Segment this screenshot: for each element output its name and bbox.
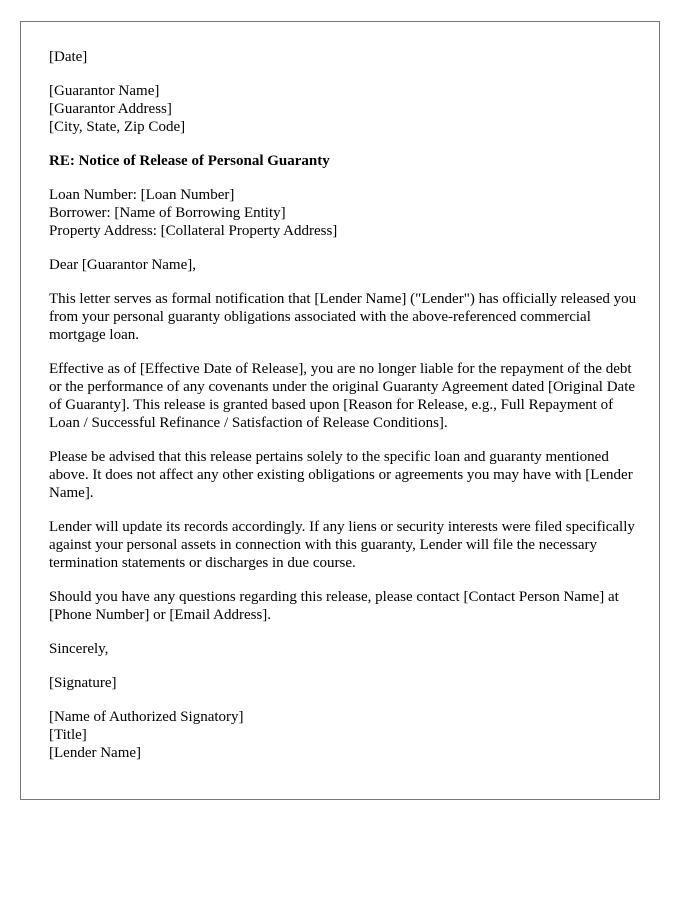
signatory-block <box>49 708 639 762</box>
body-paragraph: Effective as of [Effective Date of Release], you are no longer liable for the repayment of the debt or the performance of any covenants under the original Guaranty Agreement dated [Original Date of Guaranty]. This release is granted based upon [Reason for Release, e.g., Full Repayment of Loan / Successful Refinance / Satisfaction of Release Conditions]. <box>49 361 636 431</box>
date: [Date] <box>49 49 88 65</box>
recipient-block <box>49 82 639 136</box>
body-paragraph: Should you have any questions regarding this release, please contact [Contact Person Name] at [Phone Number] or [Email Address]. <box>49 589 619 623</box>
subject-line: RE: Notice of Release of Personal Guaranty <box>49 153 330 169</box>
closing: Sincerely, <box>49 641 109 657</box>
loan-details <box>49 186 639 240</box>
body-paragraph: Please be advised that this release pertains solely to the specific loan and guaranty mentioned above. It does not affect any other existing obligations or agreements you may have with [Lender Name]. <box>49 449 633 501</box>
property-address: Property Address: [Collateral Property Address] <box>49 223 338 239</box>
recipient-address: [Guarantor Address] <box>49 101 172 117</box>
signatory-title: [Title] <box>49 727 87 743</box>
recipient-name: [Guarantor Name] <box>49 83 160 99</box>
lender-name: [Lender Name] <box>49 745 142 761</box>
body-paragraph: This letter serves as formal notification that [Lender Name] ("Lender") has officially released you from your personal guaranty obligations associated with the above-referenced commercial mortgage loan. <box>49 291 637 343</box>
body-paragraph: Lender will update its records accordingly. If any liens or security interests were filed specifically against your personal assets in connection with this guaranty, Lender will file the necessary termination statements or discharges in due course. <box>49 519 635 571</box>
borrower: Borrower: [Name of Borrowing Entity] <box>49 205 286 221</box>
letter <box>20 21 660 800</box>
recipient-city: [City, State, Zip Code] <box>49 119 186 135</box>
signature: [Signature] <box>49 675 117 691</box>
loan-number: Loan Number: [Loan Number] <box>49 187 235 203</box>
signatory-name: [Name of Authorized Signatory] <box>49 709 244 725</box>
salutation: Dear [Guarantor Name], <box>49 257 197 273</box>
